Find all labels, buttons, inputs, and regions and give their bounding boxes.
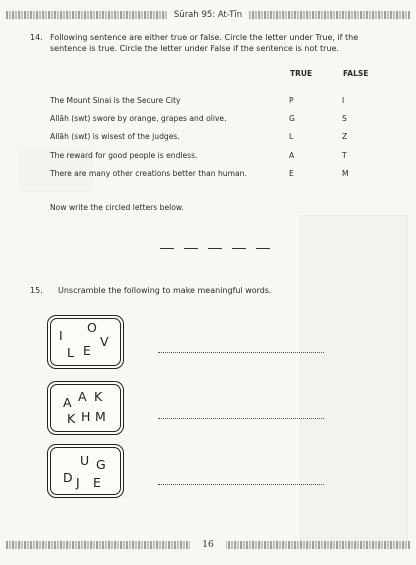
scrambled-letter: I bbox=[59, 328, 63, 343]
false-letter[interactable]: M bbox=[342, 169, 349, 178]
statement-text: The reward for good people is endless. bbox=[50, 151, 198, 160]
false-letter[interactable]: I bbox=[342, 96, 345, 105]
scrambled-letter: A bbox=[63, 395, 72, 410]
scrambled-letter: K bbox=[67, 411, 76, 426]
question-15-number: 15. bbox=[30, 286, 43, 295]
true-letter[interactable]: E bbox=[289, 169, 294, 178]
scrambled-letter: J bbox=[76, 475, 80, 490]
scrambled-letter: U bbox=[80, 453, 90, 468]
false-letter[interactable]: T bbox=[342, 151, 347, 160]
false-column-header: FALSE bbox=[343, 69, 369, 78]
scrambled-letter: L bbox=[67, 345, 74, 360]
true-letter[interactable]: P bbox=[289, 96, 294, 105]
statement-row bbox=[50, 114, 370, 126]
statement-row bbox=[50, 132, 370, 144]
false-letter[interactable]: Z bbox=[342, 132, 348, 141]
background-bleed-right bbox=[300, 215, 408, 547]
scrambled-letter: A bbox=[78, 389, 87, 404]
question-14-text-line-2: sentence is true. Circle the letter under False if the sentence is not true. bbox=[50, 44, 339, 53]
scrambled-letter: E bbox=[83, 343, 91, 358]
scrambled-letter: V bbox=[100, 334, 109, 349]
statement-row bbox=[50, 96, 370, 108]
answer-line[interactable] bbox=[158, 418, 324, 419]
scrambled-letters-box bbox=[47, 381, 124, 435]
write-letters-instruction: Now write the circled letters below. bbox=[50, 203, 184, 212]
scrambled-letter: G bbox=[96, 457, 106, 472]
answer-blank[interactable] bbox=[256, 248, 270, 249]
statement-text: The Mount Sinai is the Secure City bbox=[50, 96, 181, 105]
true-letter[interactable]: A bbox=[289, 151, 295, 160]
answer-blank[interactable] bbox=[232, 248, 246, 249]
answer-line[interactable] bbox=[158, 484, 324, 485]
page-header-title: Sūrah 95: At-Tīn bbox=[168, 10, 248, 20]
true-letter[interactable]: L bbox=[289, 132, 294, 141]
statement-row bbox=[50, 151, 370, 163]
scrambled-letter: E bbox=[93, 475, 101, 490]
true-column-header: TRUE bbox=[290, 69, 313, 78]
statement-text: Allāh (swt) swore by orange, grapes and olive. bbox=[50, 114, 227, 123]
true-letter[interactable]: G bbox=[289, 114, 295, 123]
statement-text: There are many other creations better than human. bbox=[50, 169, 247, 178]
question-14-text-line-1: Following sentence are either true or false. Circle the letter under True, if the bbox=[50, 33, 359, 42]
question-14-number: 14. bbox=[30, 33, 43, 42]
answer-blank[interactable] bbox=[184, 248, 198, 249]
answer-line[interactable] bbox=[158, 352, 324, 353]
scrambled-letter: K bbox=[94, 389, 103, 404]
question-15-text: Unscramble the following to make meaningful words. bbox=[58, 286, 272, 295]
false-letter[interactable]: S bbox=[342, 114, 347, 123]
scrambled-letter: M bbox=[95, 409, 106, 424]
page-number: 16 bbox=[190, 540, 226, 550]
scrambled-letter: O bbox=[87, 320, 97, 335]
statement-text: Allāh (swt) is wisest of the judges. bbox=[50, 132, 180, 141]
scrambled-letters-box bbox=[47, 444, 124, 498]
scrambled-letters-box bbox=[47, 315, 124, 369]
answer-blank[interactable] bbox=[160, 248, 174, 249]
answer-blank[interactable] bbox=[208, 248, 222, 249]
statement-row bbox=[50, 169, 370, 181]
scrambled-letter: D bbox=[63, 470, 73, 485]
scrambled-letter: H bbox=[81, 409, 91, 424]
